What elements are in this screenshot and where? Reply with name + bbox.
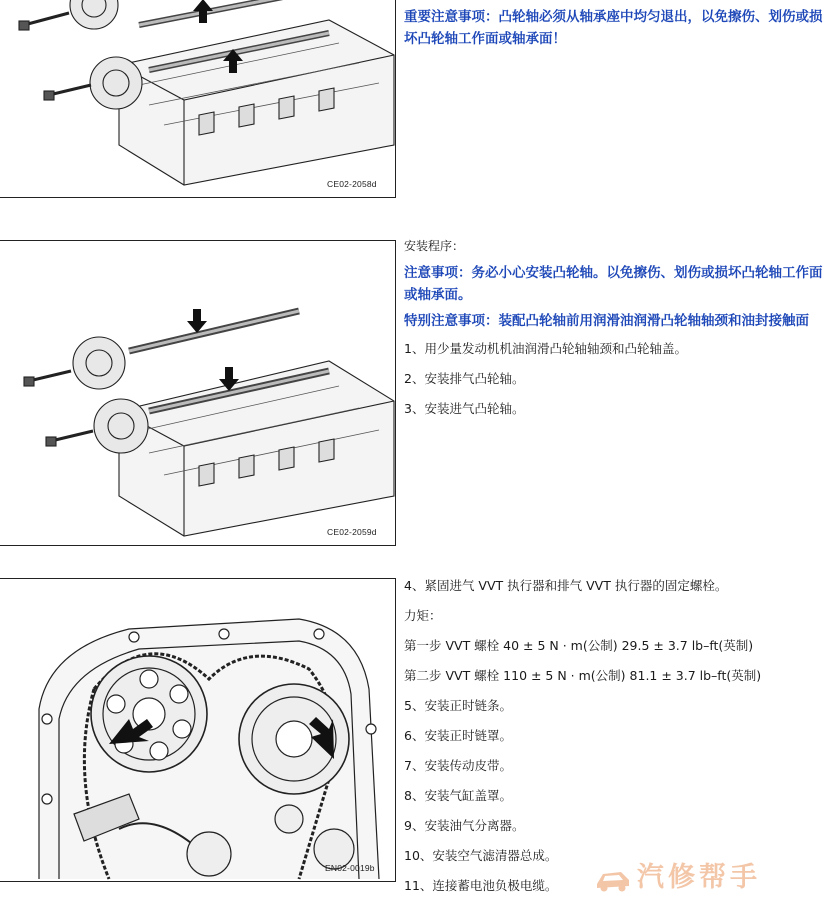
watermark-text: 汽修帮手 — [637, 862, 761, 893]
cylinder-head-illustration — [0, 241, 395, 545]
section-removal-note — [404, 6, 824, 50]
torque-step-2: 第二步 VVT 螺栓 110 ± 5 N · m(公制) 81.1 ± 3.7 lb–ft(英制) — [404, 668, 762, 683]
section-heading: 安装程序： — [404, 239, 465, 253]
step-2: 2、安装排气凸轮轴。 — [404, 371, 525, 386]
section-install-procedure — [404, 236, 824, 424]
caution-note: 注意事项：务必小心安装凸轮轴。以免擦伤、划伤或损坏凸轮轴工作面或轴承面。 — [404, 265, 823, 303]
car-logo-icon — [595, 866, 631, 892]
section-final-steps — [404, 571, 824, 901]
cylinder-head-illustration — [0, 0, 395, 197]
step-9: 9、安装油气分离器。 — [404, 818, 525, 833]
step-10: 10、安装空气滤清器总成。 — [404, 848, 558, 863]
figure-code: EN02-0019b — [325, 863, 375, 873]
torque-step-1: 第一步 VVT 螺栓 40 ± 5 N · m(公制) 29.5 ± 3.7 lb–ft(英制) — [404, 638, 754, 653]
step-6: 6、安装正时链罩。 — [404, 728, 512, 743]
figure-camshaft-removal — [0, 0, 396, 198]
step-1: 1、用少量发动机机油润滑凸轮轴轴颈和凸轮轴盖。 — [404, 341, 687, 356]
step-4: 4、紧固进气 VVT 执行器和排气 VVT 执行器的固定螺栓。 — [404, 578, 728, 593]
step-7: 7、安装传动皮带。 — [404, 758, 512, 773]
figure-camshaft-install — [0, 240, 396, 546]
special-note: 特别注意事项：装配凸轮轴前用润滑油润滑凸轮轴轴颈和油封接触面 — [404, 313, 809, 329]
step-5: 5、安装正时链条。 — [404, 698, 512, 713]
timing-chain-illustration — [0, 579, 395, 881]
figure-code: CE02-2059d — [327, 527, 377, 537]
important-note: 重要注意事项：凸轮轴必须从轴承座中均匀退出，以免擦伤、划伤或损坏凸轮轴工作面或轴承面！ — [404, 9, 823, 47]
step-3: 3、安装进气凸轮轴。 — [404, 401, 525, 416]
step-8: 8、安装气缸盖罩。 — [404, 788, 512, 803]
figure-timing-chain — [0, 578, 396, 882]
step-11: 11、连接蓄电池负极电缆。 — [404, 878, 558, 893]
torque-label: 力矩： — [404, 608, 442, 623]
watermark-logo — [595, 862, 825, 894]
figure-code: CE02-2058d — [327, 179, 377, 189]
